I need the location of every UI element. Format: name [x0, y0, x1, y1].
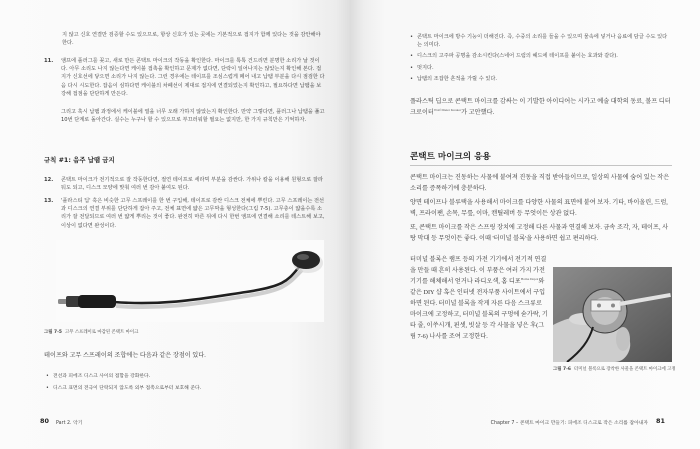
paragraph-text-end: 와 같은 DIY 샵 혹은 인터넷 전자부품 사이트에서 구입하면 된다. 터미널 블록을 작게 자른 다음 스크류로 마이크에 고정하고, 터미널 블록의 구멍에 숟가락, 기타 줄, 이쑤시개, 핀셋, 빗살 등 각 사물을 넣은 후(그림 7-6) 나사를 조여 고정한다.	[410, 278, 548, 340]
plug-body	[78, 295, 116, 308]
list-item: • 납땜의 조잡한 흔적을 가릴 수 있다.	[410, 75, 672, 83]
part-title: Part 2. 악기	[56, 420, 83, 426]
figure-caption-text: 고무 스프레이로 마감된 콘택트 마이크	[64, 330, 139, 335]
store-original-name: Home Depot	[520, 276, 539, 281]
plug-collar	[66, 296, 80, 307]
figure-7-6-caption	[553, 366, 681, 372]
paragraph: 양면 테이프나 블루택을 사용해서 마이크를 다양한 사물의 표면에 붙여 보자. 기타, 바이올린, 드럼, 벽, 프라이팬, 손목, 무릎, 이마, 캔틸레버 등 무엇이든 상관 없다.	[410, 199, 668, 217]
credit-original-name: Wolf Dieter Kreuter	[433, 107, 462, 112]
disc-highlight	[297, 254, 309, 260]
plug-tip	[58, 299, 67, 304]
chapter-title: Chapter 7 – 콘택트 마이크 만들기: 피에조 디스크로 작은 소리를 잡아내자	[490, 420, 648, 426]
terminal-block-paragraph	[410, 254, 548, 364]
step-11-note: 그리고 혹시 납땜 과정에서 케이블에 열을 너무 오래 가하지 않았는지 확인한다. 만약 그렇다면, 플러그나 납땜을 풀고 10번 단계로 돌아간다. 실수는 누구나 할 수 있으므로 부끄러워할 필요는 없지만, 한 가지 규칙만은 기억하자.	[61, 109, 325, 124]
list-item: • 디스크 표면의 전극이 단락되지 않도록 외부 접촉으로부터 보호해 준다.	[46, 385, 326, 393]
terminal-screw	[597, 304, 601, 308]
list-item: • 전선과 피에조 디스크 사이의 접합을 강화한다.	[46, 373, 326, 381]
piezo-disc	[292, 251, 320, 269]
step-12	[44, 176, 326, 193]
intro-text: 지 않고 신호 연결만 검증할 수도 있으므로, 항상 신호가 있는 곳에는 기본적으로 접지가 함께 있다는 것을 감안해야 한다.	[62, 32, 321, 47]
rule-heading: 규칙 #1: 음주 납땜 금지	[44, 156, 115, 164]
figure-label: 그림 7-5	[44, 330, 62, 335]
step-number: 12.	[44, 177, 54, 183]
step-number: 13.	[44, 198, 54, 204]
terminal-screw	[611, 304, 615, 308]
section-heading: 콘택트 마이크의 응용	[410, 150, 672, 166]
list-item: • 디스크의 고주파 공명을 감소시킨다(스네어 드럼의 헤드에 테이프를 붙이는 효과와 같다).	[410, 52, 672, 60]
credit-text: 플라스틱 딥으로 콘택트 마이크를 감싸는 이 기발한 아이디어는 시카고 예술 대학의 동료, 볼프 디터 크로이터	[410, 98, 671, 116]
terminal-block	[591, 300, 621, 311]
list-item: • 멋지다.	[410, 64, 672, 72]
advantages-list	[46, 373, 326, 399]
step-13	[44, 197, 326, 238]
paragraph: 또, 콘택트 마이크를 작은 스프링 장치에 고정해 다른 사물과 연결해 보자. 금속 조각, 자, 테이프, 사탕 막대 등 무엇이든 좋다. 이때 '터미널 블록'을 사용하면 쉽고 편리하다.	[410, 224, 669, 242]
figure-7-5-caption	[44, 329, 138, 335]
figure-caption-text: 터미널 블록으로 장착한 사물을 콘택트 마이크에 고정	[573, 367, 676, 372]
step-number: 11.	[44, 58, 54, 64]
right-page	[350, 0, 700, 449]
advantages-lead: 테이프와 고무 스프레이의 조합에는 다음과 같은 장점이 있다.	[44, 352, 206, 359]
credit-paragraph	[410, 96, 672, 119]
step-text: 앰프에 플러그를 꽂고, 새로 만든 콘택트 마이크의 작동을 확인한다. 마이크를 톡톡 건드리면 분명한 소리가 날 것이다. 아무 소리도 나지 않는다면 케이블 접촉을 확인하고 문제가 없다면, 단락이 일어나지는 않았는지 확인해 본다. 접지가 신호선에 닿으면 소리가 나지 않는다. 그런 경우에는 테이프를 조심스럽게 떼어 내고 납땜 부분을 다시 점검한 다음 다시 시도한다. 잡음이 심하다면 케이블의 차폐선이 제대로 접지에 연결되었는지 확인하고, 필요하다면 납땜을 보강해 접점을 단단하게 만든다.	[61, 58, 325, 97]
contact-mic-photo	[56, 240, 324, 322]
step-11	[44, 57, 326, 107]
figure-label: 그림 7-6	[553, 367, 571, 372]
paragraph: 콘택트 마이크는 진동하는 사물에 붙여져 진동을 직접 받아들이므로, 일상의 사물에 숨어 있는 작은 소리를 증폭하기에 충분하다.	[410, 174, 670, 192]
step-text: '플라스티 딥' 혹은 비슷한 고무 스프레이를 한 번 구입해, 테이프로 감싼 디스크 전체에 뿌린다. 고무 스프레이는 전선과 디스크의 연결 부위를 단단하게 잡아 주고, 전체 표면에 얇은 고무막을 형성한다(그림 7-5). 고무층이 얇을수록 소리가 잘 전달되므로 여러 번 얇게 뿌리는 것이 좋다. 완전히 마른 뒤에 다시 한번 앰프에 연결해 소리를 테스트해 보고, 이상이 없다면 완성이다.	[61, 198, 325, 229]
benefits-list	[410, 33, 672, 89]
thumb	[616, 327, 630, 351]
page-number: 80	[40, 417, 49, 425]
terminal-block-photo	[553, 267, 672, 362]
paragraph-text: 터미널 블록은 램프 등의 가전 기기에서 전기적 연결을 만들 때 흔히 사용된다. 이 부품은 여러 가지 가전 기기를 해체해서 얻거나 라디오섁, 홈 디포	[410, 256, 547, 285]
step-text: 콘택트 마이크가 전기적으로 잘 작동한다면, 절연 테이프로 세라믹 부분을 감싼다. 가위나 칼을 이용해 원형으로 잘라 둬도 되고, 디스크 모양에 맞춰 여러 번 감아 붙여도 된다.	[61, 177, 323, 192]
list-item: • 콘택트 마이크에 방수 기능이 더해진다. 즉, 수중의 소리를 들을 수 있으며 물속에 넣거나 음료에 담글 수도 있다는 의미다.	[410, 33, 672, 49]
credit-text-end: 가 고안했다.	[461, 109, 495, 116]
page-number: 81	[656, 417, 665, 425]
